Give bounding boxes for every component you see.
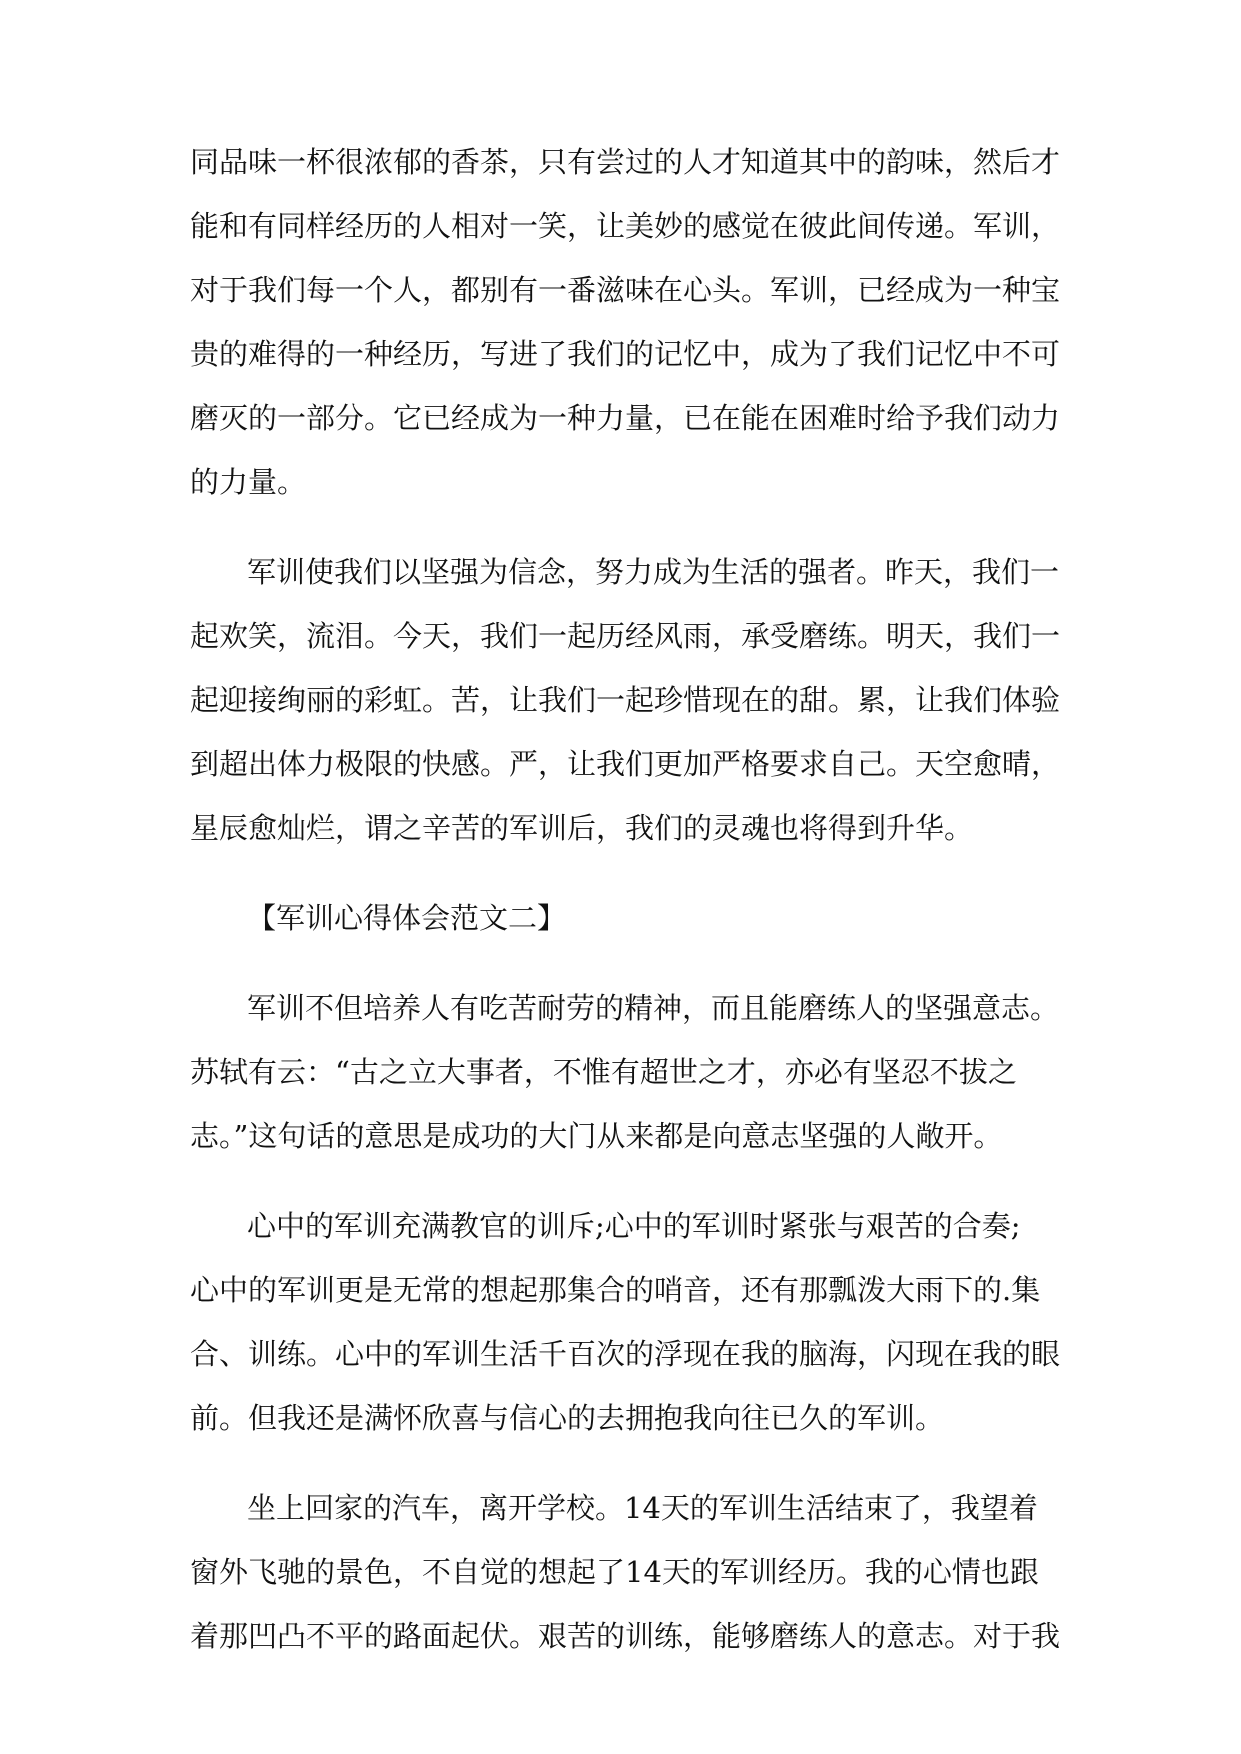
line-text: 心中的军训更是无常的想起那集合的哨音，还有那瓢泼大雨下的.集 <box>190 1273 1041 1307</box>
line-text: 对于我们每一个人，都别有一番滋味在心头。军训，已经成为一种宝 <box>190 273 1061 307</box>
line-text: 军训不但培养人有吃苦耐劳的精神，而且能磨练人的坚强意志。 <box>247 991 1060 1025</box>
text-line <box>0 142 1241 182</box>
line-text: 坐上回家的汽车，离开学校。14天的军训生活结束了，我望着 <box>247 1491 1038 1525</box>
text-line <box>0 206 1241 246</box>
text-line <box>0 1552 1241 1592</box>
text-line <box>0 334 1241 374</box>
text-line <box>0 1398 1241 1438</box>
paragraph-first-line <box>0 1488 1241 1528</box>
line-text: 磨灭的一部分。它已经成为一种力量，已在能在困难时给予我们动力 <box>190 401 1061 435</box>
line-text: 到超出体力极限的快感。严，让我们更加严格要求自己。天空愈晴， <box>190 747 1061 781</box>
line-text: 起迎接绚丽的彩虹。苦，让我们一起珍惜现在的甜。累，让我们体验 <box>190 683 1061 717</box>
text-line <box>0 398 1241 438</box>
text-line <box>0 1052 1241 1092</box>
text-line <box>0 1270 1241 1310</box>
line-text: 星辰愈灿烂，谓之辛苦的军训后，我们的灵魂也将得到升华。 <box>190 811 974 845</box>
line-text: 志。”这句话的意思是成功的大门从来都是向意志坚强的人敞开。 <box>190 1119 1003 1153</box>
line-text: 着那凹凸不平的路面起伏。艰苦的训练，能够磨练人的意志。对于我 <box>190 1619 1061 1653</box>
text-line <box>0 270 1241 310</box>
line-text: 贵的难得的一种经历，写进了我们的记忆中，成为了我们记忆中不可 <box>190 337 1061 371</box>
paragraph-first-line <box>0 1206 1241 1246</box>
text-line <box>0 1334 1241 1374</box>
heading-text: 【军训心得体会范文二】 <box>247 901 567 935</box>
paragraph-first-line <box>0 552 1241 592</box>
line-text: 窗外飞驰的景色，不自觉的想起了14天的军训经历。我的心情也跟 <box>190 1555 1039 1589</box>
section-heading <box>0 898 1241 938</box>
text-line <box>0 1116 1241 1156</box>
text-line <box>0 1616 1241 1656</box>
text-line <box>0 680 1241 720</box>
line-text: 前。但我还是满怀欣喜与信心的去拥抱我向往已久的军训。 <box>190 1401 945 1435</box>
line-text: 起欢笑，流泪。今天，我们一起历经风雨，承受磨练。明天，我们一 <box>190 619 1061 653</box>
line-text: 苏轼有云：“古之立大事者，不惟有超世之才，亦必有坚忍不拔之 <box>190 1055 1017 1089</box>
line-text: 心中的军训充满教官的训斥;心中的军训时紧张与艰苦的合奏; <box>247 1209 1021 1243</box>
paragraph-first-line <box>0 988 1241 1028</box>
text-line <box>0 744 1241 784</box>
text-line <box>0 462 1241 502</box>
line-text: 能和有同样经历的人相对一笑，让美妙的感觉在彼此间传递。军训， <box>190 209 1061 243</box>
line-text: 的力量。 <box>190 465 307 499</box>
text-line <box>0 808 1241 848</box>
line-text: 同品味一杯很浓郁的香茶，只有尝过的人才知道其中的韵味，然后才 <box>190 145 1061 179</box>
text-line <box>0 616 1241 656</box>
line-text: 军训使我们以坚强为信念，努力成为生活的强者。昨天，我们一 <box>247 555 1060 589</box>
line-text: 合、训练。心中的军训生活千百次的浮现在我的脑海，闪现在我的眼 <box>190 1337 1061 1371</box>
